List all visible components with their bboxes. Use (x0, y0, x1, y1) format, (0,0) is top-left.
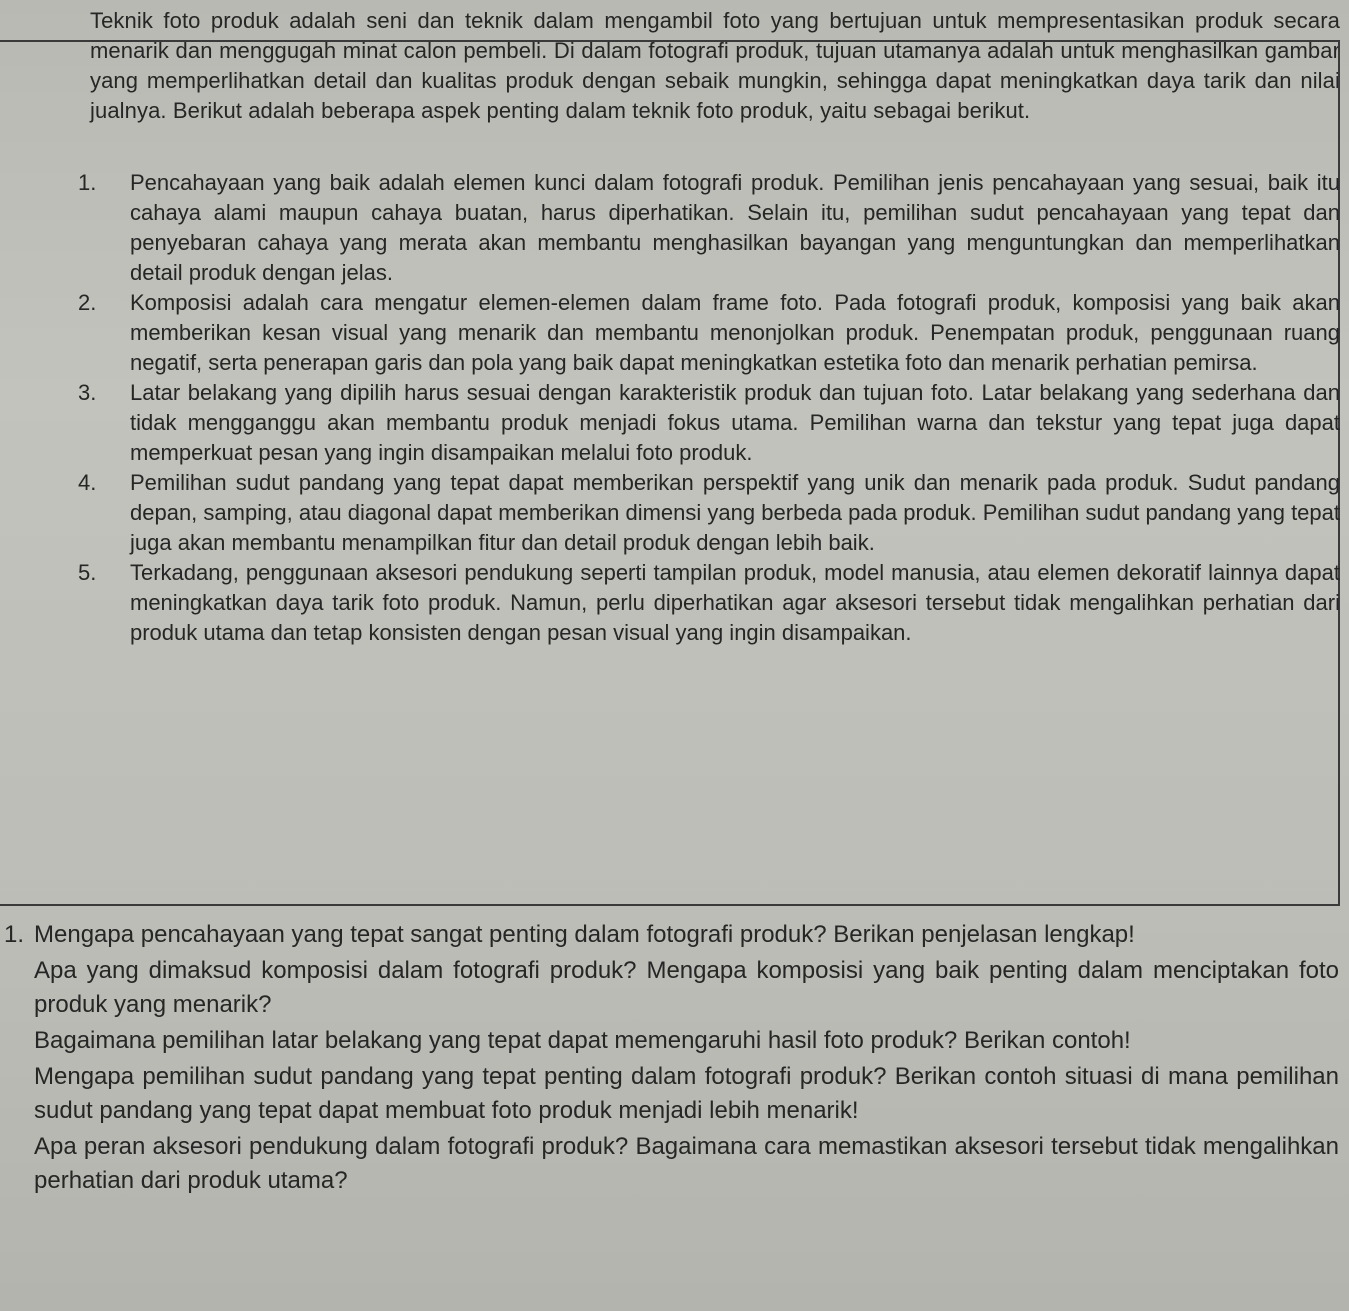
question-number: 1. (4, 921, 25, 948)
question-text: Mengapa pemilihan sudut pandang yang tepat penting dalam fotografi produk? Berikan contoh situasi di mana pemilihan sudut pandang yang tepat dapat membuat foto produk menjadi lebih menarik! (34, 1063, 1339, 1124)
aspect-number: 5. (78, 560, 97, 585)
aspect-number: 4. (78, 470, 97, 495)
aspect-text: Pencahayaan yang baik adalah elemen kunci dalam fotografi produk. Pemilihan jenis pencahayaan yang sesuai, baik itu cahaya alami maupun cahaya buatan, harus diperhatikan. Selain itu, pemilihan sudut pencahayaan yang tepat dan penyebaran cahaya yang merata akan membantu menghasilkan bayangan yang menguntungkan dan memperlihatkan detail produk dengan jelas. (130, 170, 1340, 285)
aspect-text: Pemilihan sudut pandang yang tepat dapat memberikan perspektif yang unik dan menarik pada produk. Sudut pandang depan, samping, atau diagonal dapat memberikan dimensi yang berbeda pada produk. Pemilihan sudut pandang yang tepat juga akan membantu menampilkan fitur dan detail produk dengan lebih baik. (130, 470, 1340, 555)
question-item (4, 1060, 1339, 1128)
aspect-item (78, 558, 1340, 648)
aspect-number: 1. (78, 170, 97, 195)
aspect-item (78, 168, 1340, 288)
aspect-list (78, 168, 1340, 648)
question-item (4, 1130, 1339, 1198)
aspect-number: 3. (78, 380, 97, 405)
aspect-item (78, 468, 1340, 558)
question-list (4, 918, 1339, 1200)
question-text: Apa peran aksesori pendukung dalam fotografi produk? Bagaimana cara memastikan aksesori tersebut tidak mengalihkan perhatian dari produk utama? (34, 1133, 1339, 1194)
intro-paragraph: Teknik foto produk adalah seni dan teknik dalam mengambil foto yang bertujuan untuk mempresentasikan produk secara menarik dan menggugah minat calon pembeli. Di dalam fotografi produk, tujuan utamanya adalah untuk menghasilkan gambar yang memperlihatkan detail dan kualitas produk dengan sebaik mungkin, sehingga dapat meningkatkan daya tarik dan nilai jualnya. Berikut adalah beberapa aspek penting dalam teknik foto produk, yaitu sebagai berikut. (90, 8, 1340, 123)
aspect-text: Latar belakang yang dipilih harus sesuai dengan karakteristik produk dan tujuan foto. Latar belakang yang sederhana dan tidak mengganggu akan membantu produk menjadi fokus utama. Pemilihan warna dan tekstur yang tepat juga dapat memperkuat pesan yang ingin disampaikan melalui foto produk. (130, 380, 1340, 465)
aspect-text: Terkadang, penggunaan aksesori pendukung seperti tampilan produk, model manusia, atau elemen dekoratif lainnya dapat meningkatkan daya tarik foto produk. Namun, perlu diperhatikan agar aksesori tersebut tidak mengalihkan perhatian dari produk utama dan tetap konsisten dengan pesan visual yang ingin disampaikan. (130, 560, 1340, 645)
question-text: Mengapa pencahayaan yang tepat sangat penting dalam fotografi produk? Berikan penjelasan lengkap! (34, 921, 1135, 948)
question-text: Bagaimana pemilihan latar belakang yang tepat dapat memengaruhi hasil foto produk? Berikan contoh! (34, 1027, 1131, 1054)
aspect-text: Komposisi adalah cara mengatur elemen-elemen dalam frame foto. Pada fotografi produk, komposisi yang baik akan memberikan kesan visual yang menarik dan membantu menonjolkan produk. Penempatan produk, penggunaan ruang negatif, serta penerapan garis dan pola yang baik dapat meningkatkan estetika foto dan menarik perhatian pemirsa. (130, 290, 1340, 375)
aspect-number: 2. (78, 290, 97, 315)
aspect-item (78, 288, 1340, 378)
aspect-item (78, 378, 1340, 468)
question-text: Apa yang dimaksud komposisi dalam fotografi produk? Mengapa komposisi yang baik penting dalam menciptakan foto produk yang menarik? (34, 957, 1339, 1018)
question-item (4, 1024, 1339, 1058)
question-item (4, 954, 1339, 1022)
question-item (4, 918, 1339, 952)
